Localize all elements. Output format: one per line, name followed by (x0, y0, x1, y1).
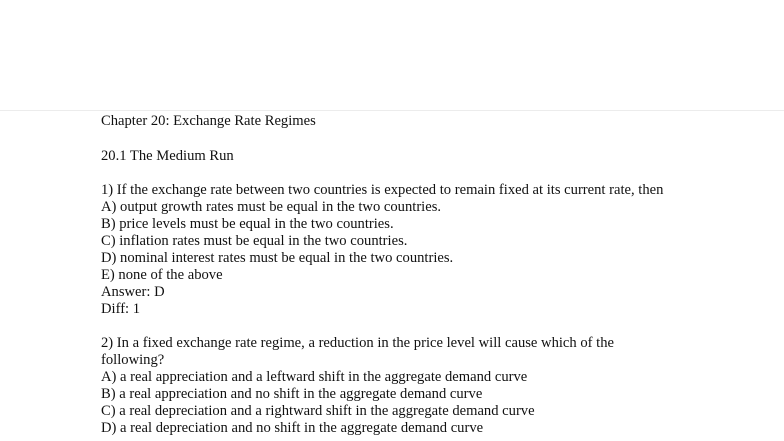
answer-option-b: B) price levels must be equal in the two countries. (101, 216, 394, 232)
question-stem-line-2: following? (101, 352, 165, 368)
section-title: 20.1 The Medium Run (101, 148, 234, 164)
answer-option-a: A) output growth rates must be equal in the two countries. (101, 199, 442, 215)
answer-key: Answer: D (101, 284, 165, 300)
question-stem-line-1: 2) In a fixed exchange rate regime, a reduction in the price level will cause which of the (101, 335, 614, 351)
chapter-title: Chapter 20: Exchange Rate Regimes (101, 113, 316, 129)
page-top-margin (0, 0, 784, 110)
answer-option-a: A) a real appreciation and a leftward shift in the aggregate demand curve (101, 369, 528, 385)
answer-option-e: E) none of the above (101, 267, 223, 283)
question-2 (101, 335, 761, 437)
difficulty-level: Diff: 1 (101, 301, 141, 317)
answer-option-c: C) inflation rates must be equal in the two countries. (101, 233, 408, 249)
answer-option-d: D) a real depreciation and no shift in the aggregate demand curve (101, 420, 484, 436)
question-stem: 1) If the exchange rate between two countries is expected to remain fixed at its current rate, then (101, 182, 664, 198)
question-1 (101, 182, 761, 318)
answer-option-c: C) a real depreciation and a rightward shift in the aggregate demand curve (101, 403, 535, 419)
document-content (101, 113, 761, 437)
answer-option-b: B) a real appreciation and no shift in the aggregate demand curve (101, 386, 483, 402)
page-divider (0, 110, 784, 111)
answer-option-d: D) nominal interest rates must be equal in the two countries. (101, 250, 454, 266)
